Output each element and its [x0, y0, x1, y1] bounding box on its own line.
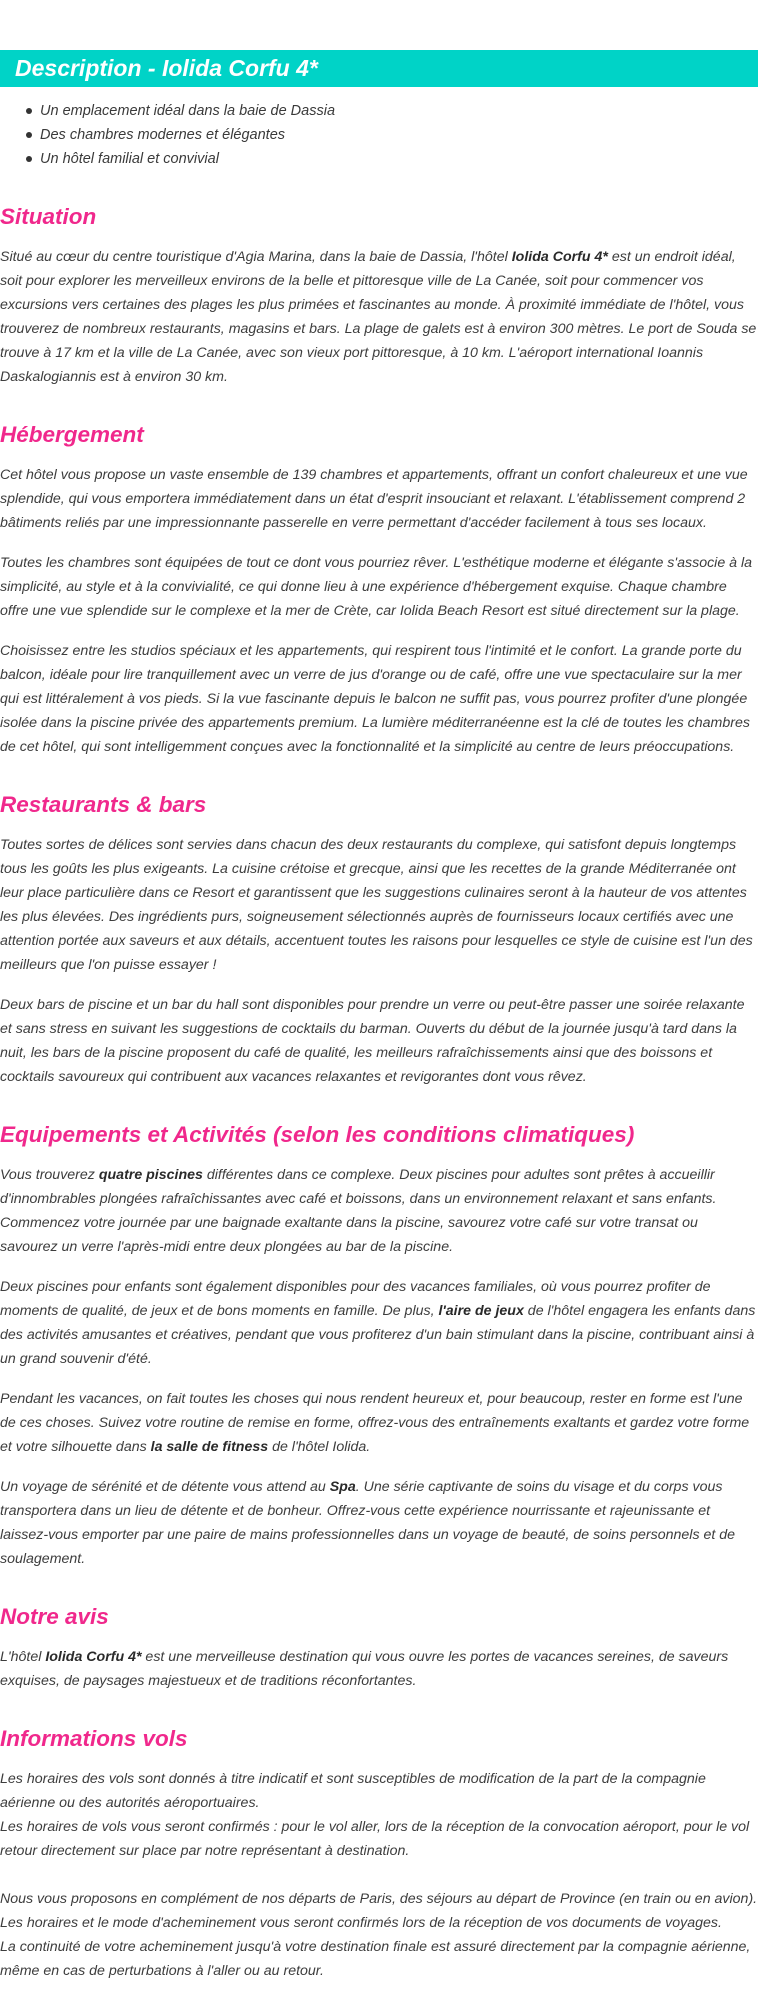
- text-span: différentes dans ce complexe. Deux piscines pour adultes sont prêtes à accueillir d'innombrables plongées rafraîchissantes avec café et boissons, dans un environnement relaxant et sans enfants. Commencez votre journée par une baignade exaltante dans la piscine, savourez votre café sur votre transat ou savourez un verre l'après-midi entre deux plongées au bar de la piscine.: [0, 1167, 717, 1255]
- hotel-name: Iolida Corfu 4*: [511, 249, 608, 265]
- description-banner: [0, 50, 758, 87]
- vols-line: Nous vous proposons en complément de nos départs de Paris, des séjours au départ de Province (en train ou en avion).: [0, 1891, 758, 1907]
- equipements-paragraph: [0, 1387, 758, 1459]
- text-span: de l'hôtel Iolida.: [268, 1439, 371, 1455]
- section-restaurants: [0, 790, 758, 1089]
- vols-line: La continuité de votre acheminement jusqu'à votre destination finale est assuré directement par la compagnie aérienne, même en cas de perturbations à l'aller ou au retour.: [0, 1939, 751, 1979]
- section-title-equipements: Equipements et Activités (selon les conditions climatiques): [0, 1122, 635, 1147]
- vols-line: Les horaires et le mode d'acheminement vous seront confirmés lors de la réception de vos documents de voyages.: [0, 1915, 722, 1931]
- text-span: est une merveilleuse destination qui vous ouvre les portes de vacances sereines, de saveurs exquises, de paysages majestueux et de traditions réconfortantes.: [0, 1649, 729, 1689]
- section-avis: [0, 1602, 758, 1693]
- highlight-item: Un emplacement idéal dans la baie de Dassia: [40, 99, 758, 123]
- text-span: Un voyage de sérénité et de détente vous attend au: [0, 1479, 330, 1495]
- highlight-item: Des chambres modernes et élégantes: [40, 123, 758, 147]
- avis-paragraph: [0, 1645, 758, 1693]
- equipements-paragraph: [0, 1475, 758, 1571]
- text-span: Deux piscines pour enfants sont également disponibles pour des vacances familiales, où vous pourrez profiter de moments de qualité, de jeux et de bons moments en famille. De plus,: [0, 1279, 711, 1319]
- hebergement-paragraph: Choisissez entre les studios spéciaux et les appartements, qui respirent tous l'intimité et le confort. La grande porte du balcon, idéale pour lire tranquillement avec un verre de jus d'orange ou de café, offre une vue spectaculaire sur la mer qui est littéralement à vos pieds. Si la vue fascinante depuis le balcon ne suffit pas, vous pourrez profiter d'une plongée isolée dans la piscine privée des appartements premium. La lumière méditerranéenne est la clé de toutes les chambres de cet hôtel, qui sont intelligemment conçues avec la fonctionnalité et la simplicité au centre de leurs préoccupations.: [0, 643, 750, 755]
- section-title-restaurants: Restaurants & bars: [0, 792, 207, 817]
- text-span: . Une série captivante de soins du visage et du corps vous transportera dans un lieu de détente et de bonheur. Offrez-vous cette expérience nourrissante et rajeunissante et laissez-vous emporter par une paire de mains professionnelles dans un voyage de beauté, de soins personnels et de soulagement.: [0, 1479, 736, 1567]
- restaurants-paragraph: Deux bars de piscine et un bar du hall sont disponibles pour prendre un verre ou peut-être passer une soirée relaxante et sans stress en suivant les suggestions de cocktails du barman. Ouverts du début de la journée jusqu'à tard dans la nuit, les bars de la piscine proposent du café de qualité, les meilleurs rafraîchissements ainsi que des boissons et cocktails savoureux qui contribuent aux vacances relaxantes et revigorantes dont vous rêvez.: [0, 997, 745, 1085]
- restaurants-paragraph: Toutes sortes de délices sont servies dans chacun des deux restaurants du complexe, qui satisfont depuis longtemps tous les goûts les plus exigeants. La cuisine crétoise et grecque, ainsi que les recettes de la grande Méditerranée ont leur place particulière dans ce Resort et garantissent que les suggestions culinaires seront à la hauteur de vos attentes les plus élevées. Des ingrédients purs, soigneusement sélectionnés auprès de fournisseurs locaux certifiés avec une attention portée aux saveurs et aux détails, accentuent toutes les raisons pour lesquelles ce style de cuisine est l'un des meilleurs que l'on puisse essayer !: [0, 837, 753, 973]
- text-span: Pendant les vacances, on fait toutes les choses qui nous rendent heureux et, pour beaucoup, rester en forme est l'une de ces choses. Suivez votre routine de remise en forme, offrez-vous des entraînements exaltants et gardez votre forme et votre silhouette dans: [0, 1391, 750, 1455]
- section-title-hebergement: Hébergement: [0, 422, 144, 447]
- section-title-vols: Informations vols: [0, 1726, 188, 1751]
- spacer: [0, 1863, 758, 1887]
- section-title-avis: Notre avis: [0, 1604, 109, 1629]
- bold-text: l'aire de jeux: [438, 1303, 524, 1319]
- hebergement-paragraph: Cet hôtel vous propose un vaste ensemble de 139 chambres et appartements, offrant un confort chaleureux et une vue splendide, qui vous emportera immédiatement dans un état d'esprit insouciant et relaxant. L'établissement comprend 2 bâtiments reliés par une impressionnante passerelle en verre permettant d'accéder facilement à tous ses locaux.: [0, 467, 748, 531]
- section-title-situation: Situation: [0, 204, 97, 229]
- vols-line: Les horaires de vols vous seront confirmés : pour le vol aller, lors de la réception de la convocation aéroport, pour le vol retour directement sur place par notre représentant à destination.: [0, 1819, 750, 1859]
- hotel-name: Iolida Corfu 4*: [45, 1649, 142, 1665]
- situation-paragraph: [0, 245, 758, 389]
- section-situation: [0, 202, 758, 389]
- section-hebergement: [0, 420, 758, 759]
- text-span: Vous trouverez: [0, 1167, 99, 1183]
- bold-text: Spa: [329, 1479, 356, 1495]
- bold-text: la salle de fitness: [150, 1439, 269, 1455]
- highlight-item: Un hôtel familial et convivial: [40, 147, 758, 171]
- equipements-paragraph: [0, 1163, 758, 1259]
- text-span: Situé au cœur du centre touristique d'Agia Marina, dans la baie de Dassia, l'hôtel: [0, 249, 512, 265]
- text-span: est un endroit idéal, soit pour explorer les merveilleux environs de la belle et pittoresque ville de La Canée, soit pour commencer vos excursions vers certaines des plages les plus primées et fascinantes au monde. À proximité immédiate de l'hôtel, vous trouverez de nombreux restaurants, magasins et bars. La plage de galets est à environ 300 mètres. Le port de Souda se trouve à 17 km et la ville de La Canée, avec son vieux port pittoresque, à 10 km. L'aéroport international Ioannis Daskalogiannis est à environ 30 km.: [0, 249, 757, 385]
- section-vols: [0, 1724, 758, 1983]
- text-span: de l'hôtel engagera les enfants dans des activités amusantes et créatives, pendant que vous profiterez d'un bain stimulant dans la piscine, contribuant ainsi à un grand souvenir d'été.: [0, 1303, 756, 1367]
- page-title: Description - Iolida Corfu 4*: [15, 55, 318, 81]
- bold-text: quatre piscines: [98, 1167, 203, 1183]
- hebergement-paragraph: Toutes les chambres sont équipées de tout ce dont vous pourriez rêver. L'esthétique moderne et élégante s'associe à la simplicité, au style et à la convivialité, ce qui donne lieu à une expérience d'hébergement exquise. Chaque chambre offre une vue splendide sur le complexe et la mer de Crète, car Iolida Beach Resort est situé directement sur la plage.: [0, 555, 753, 619]
- vols-line: Les horaires des vols sont donnés à titre indicatif et sont susceptibles de modification de la part de la compagnie aérienne ou des autorités aéroportuaires.: [0, 1771, 706, 1811]
- highlights-list: [0, 99, 758, 171]
- section-equipements: [0, 1120, 758, 1571]
- text-span: L'hôtel: [0, 1649, 46, 1665]
- equipements-paragraph: [0, 1275, 758, 1371]
